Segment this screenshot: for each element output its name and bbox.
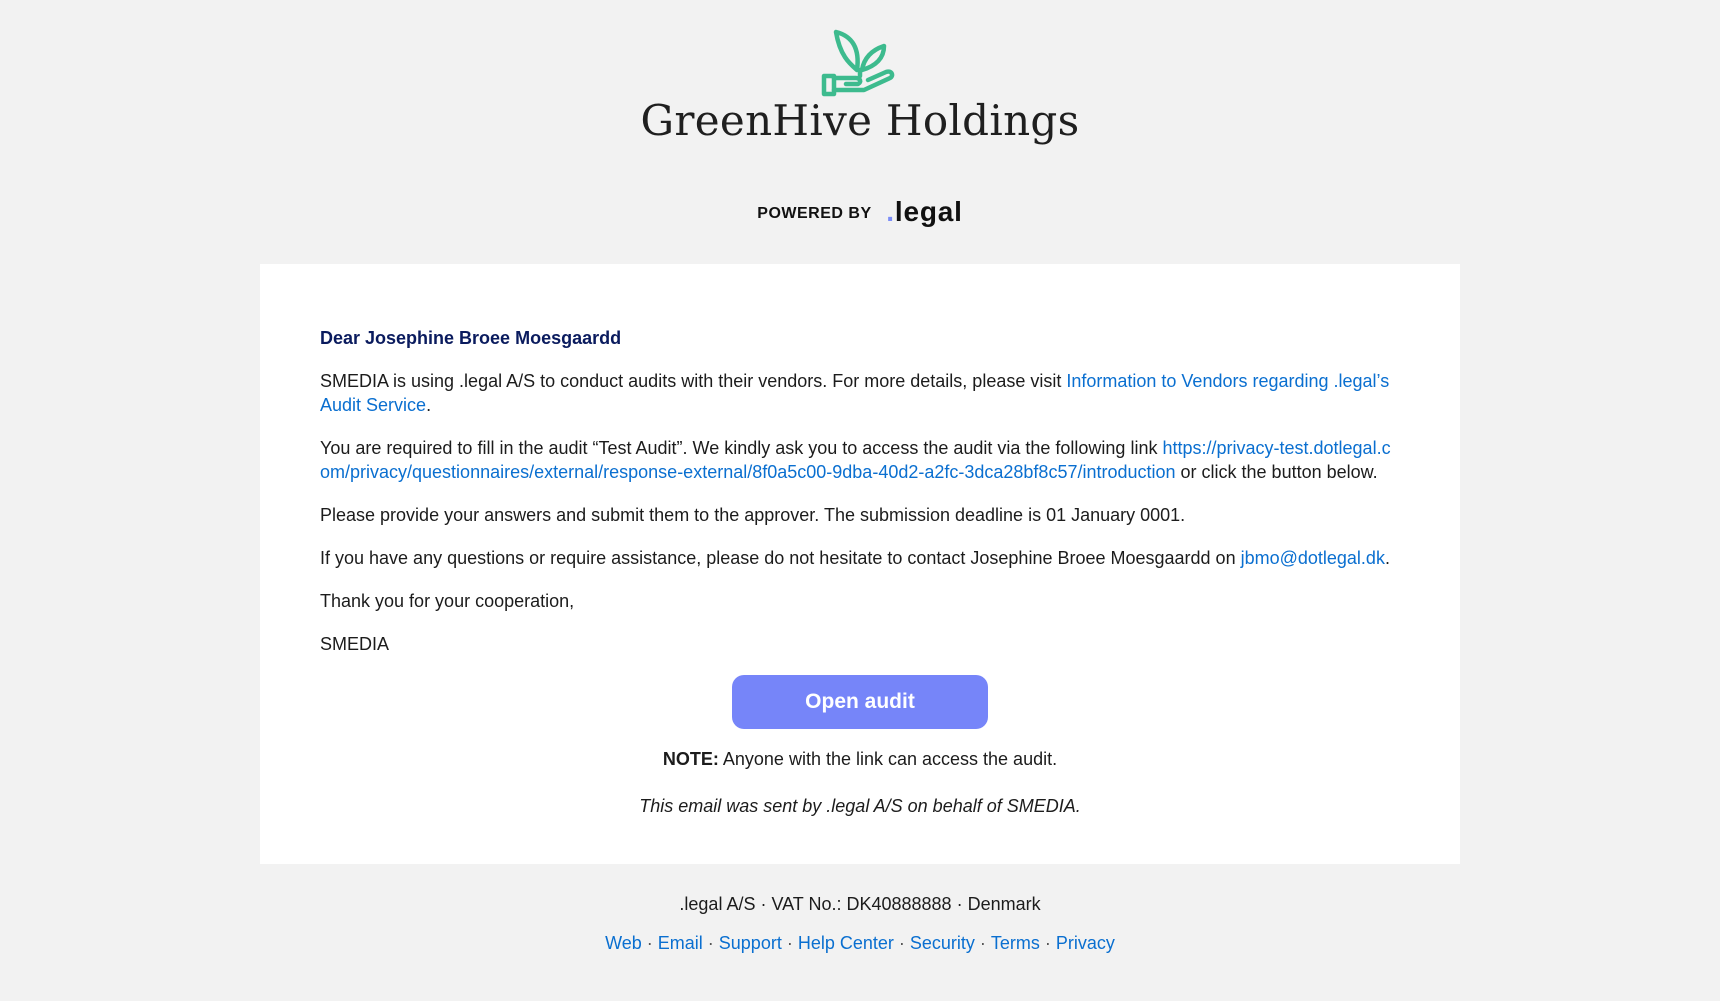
brand-dot: . <box>886 196 895 227</box>
email-footer <box>0 894 1720 954</box>
paragraph-contact <box>320 546 1400 570</box>
paragraph-thanks: Thank you for your cooperation, <box>320 591 575 611</box>
greeting: Dear Josephine Broee Moesgaardd <box>320 328 622 348</box>
footer-separator: · <box>898 933 905 953</box>
note <box>320 749 1400 770</box>
contact-end: . <box>1384 548 1390 568</box>
footer-link-terms[interactable]: Terms <box>990 933 1040 953</box>
footer-links <box>0 933 1720 954</box>
footer-separator: · <box>979 933 986 953</box>
open-audit-button[interactable]: Open audit <box>732 675 988 729</box>
leaf-hand-logo-icon <box>820 26 898 98</box>
paragraph-audit-link <box>320 436 1400 484</box>
brand-name: legal <box>894 196 963 227</box>
company-logo-text: GreenHive Holdings <box>640 96 1080 145</box>
audit-end: or click the button below. <box>1175 462 1378 482</box>
footer-link-support[interactable]: Support <box>718 933 782 953</box>
sent-by-disclaimer: This email was sent by .legal A/S on behalf of SMEDIA. <box>639 796 1081 816</box>
footer-link-help-center[interactable]: Help Center <box>797 933 894 953</box>
vendor-info-link[interactable]: Information to Vendors regarding .legal’s Audit Service <box>320 371 1390 415</box>
powered-by-badge <box>0 196 1720 228</box>
footer-link-security[interactable]: Security <box>909 933 975 953</box>
footer-company-line: .legal A/S · VAT No.: DK40888888 · Denmark <box>679 894 1041 914</box>
email-body-card <box>260 264 1460 864</box>
powered-by-label: POWERED BY <box>757 205 872 222</box>
note-text: Anyone with the link can access the audit. <box>718 749 1058 769</box>
paragraph-intro <box>320 369 1400 417</box>
contact-email-link[interactable]: jbmo@dotlegal.dk <box>1240 548 1385 568</box>
contact-text: If you have any questions or require assistance, please do not hesitate to contact Josephine Broee Moesgaardd on <box>320 548 1241 568</box>
button-wrapper <box>320 675 1400 729</box>
intro-end: . <box>426 395 432 415</box>
footer-separator: · <box>646 933 653 953</box>
email-header <box>0 0 1720 264</box>
audit-text: You are required to fill in the audit “Test Audit”. We kindly ask you to access the audit via the following link <box>320 438 1163 458</box>
legal-brand-logo <box>886 196 962 227</box>
footer-link-email[interactable]: Email <box>657 933 703 953</box>
signature: SMEDIA <box>320 634 390 654</box>
intro-text: SMEDIA is using .legal A/S to conduct audits with their vendors. For more details, please visit <box>320 371 1067 391</box>
footer-separator: · <box>707 933 714 953</box>
note-label: NOTE: <box>662 749 719 769</box>
footer-link-web[interactable]: Web <box>605 933 642 953</box>
footer-link-privacy[interactable]: Privacy <box>1055 933 1115 953</box>
footer-separator: · <box>1044 933 1051 953</box>
footer-separator: · <box>786 933 793 953</box>
paragraph-deadline: Please provide your answers and submit them to the approver. The submission deadline is 01 January 0001. <box>320 505 1186 525</box>
audit-url-link[interactable]: https://privacy-test.dotlegal.com/privacy/questionnaires/external/response-external/8f0a5c00-9dba-40d2-a2fc-3dca28bf8c57/introduction <box>320 438 1391 482</box>
